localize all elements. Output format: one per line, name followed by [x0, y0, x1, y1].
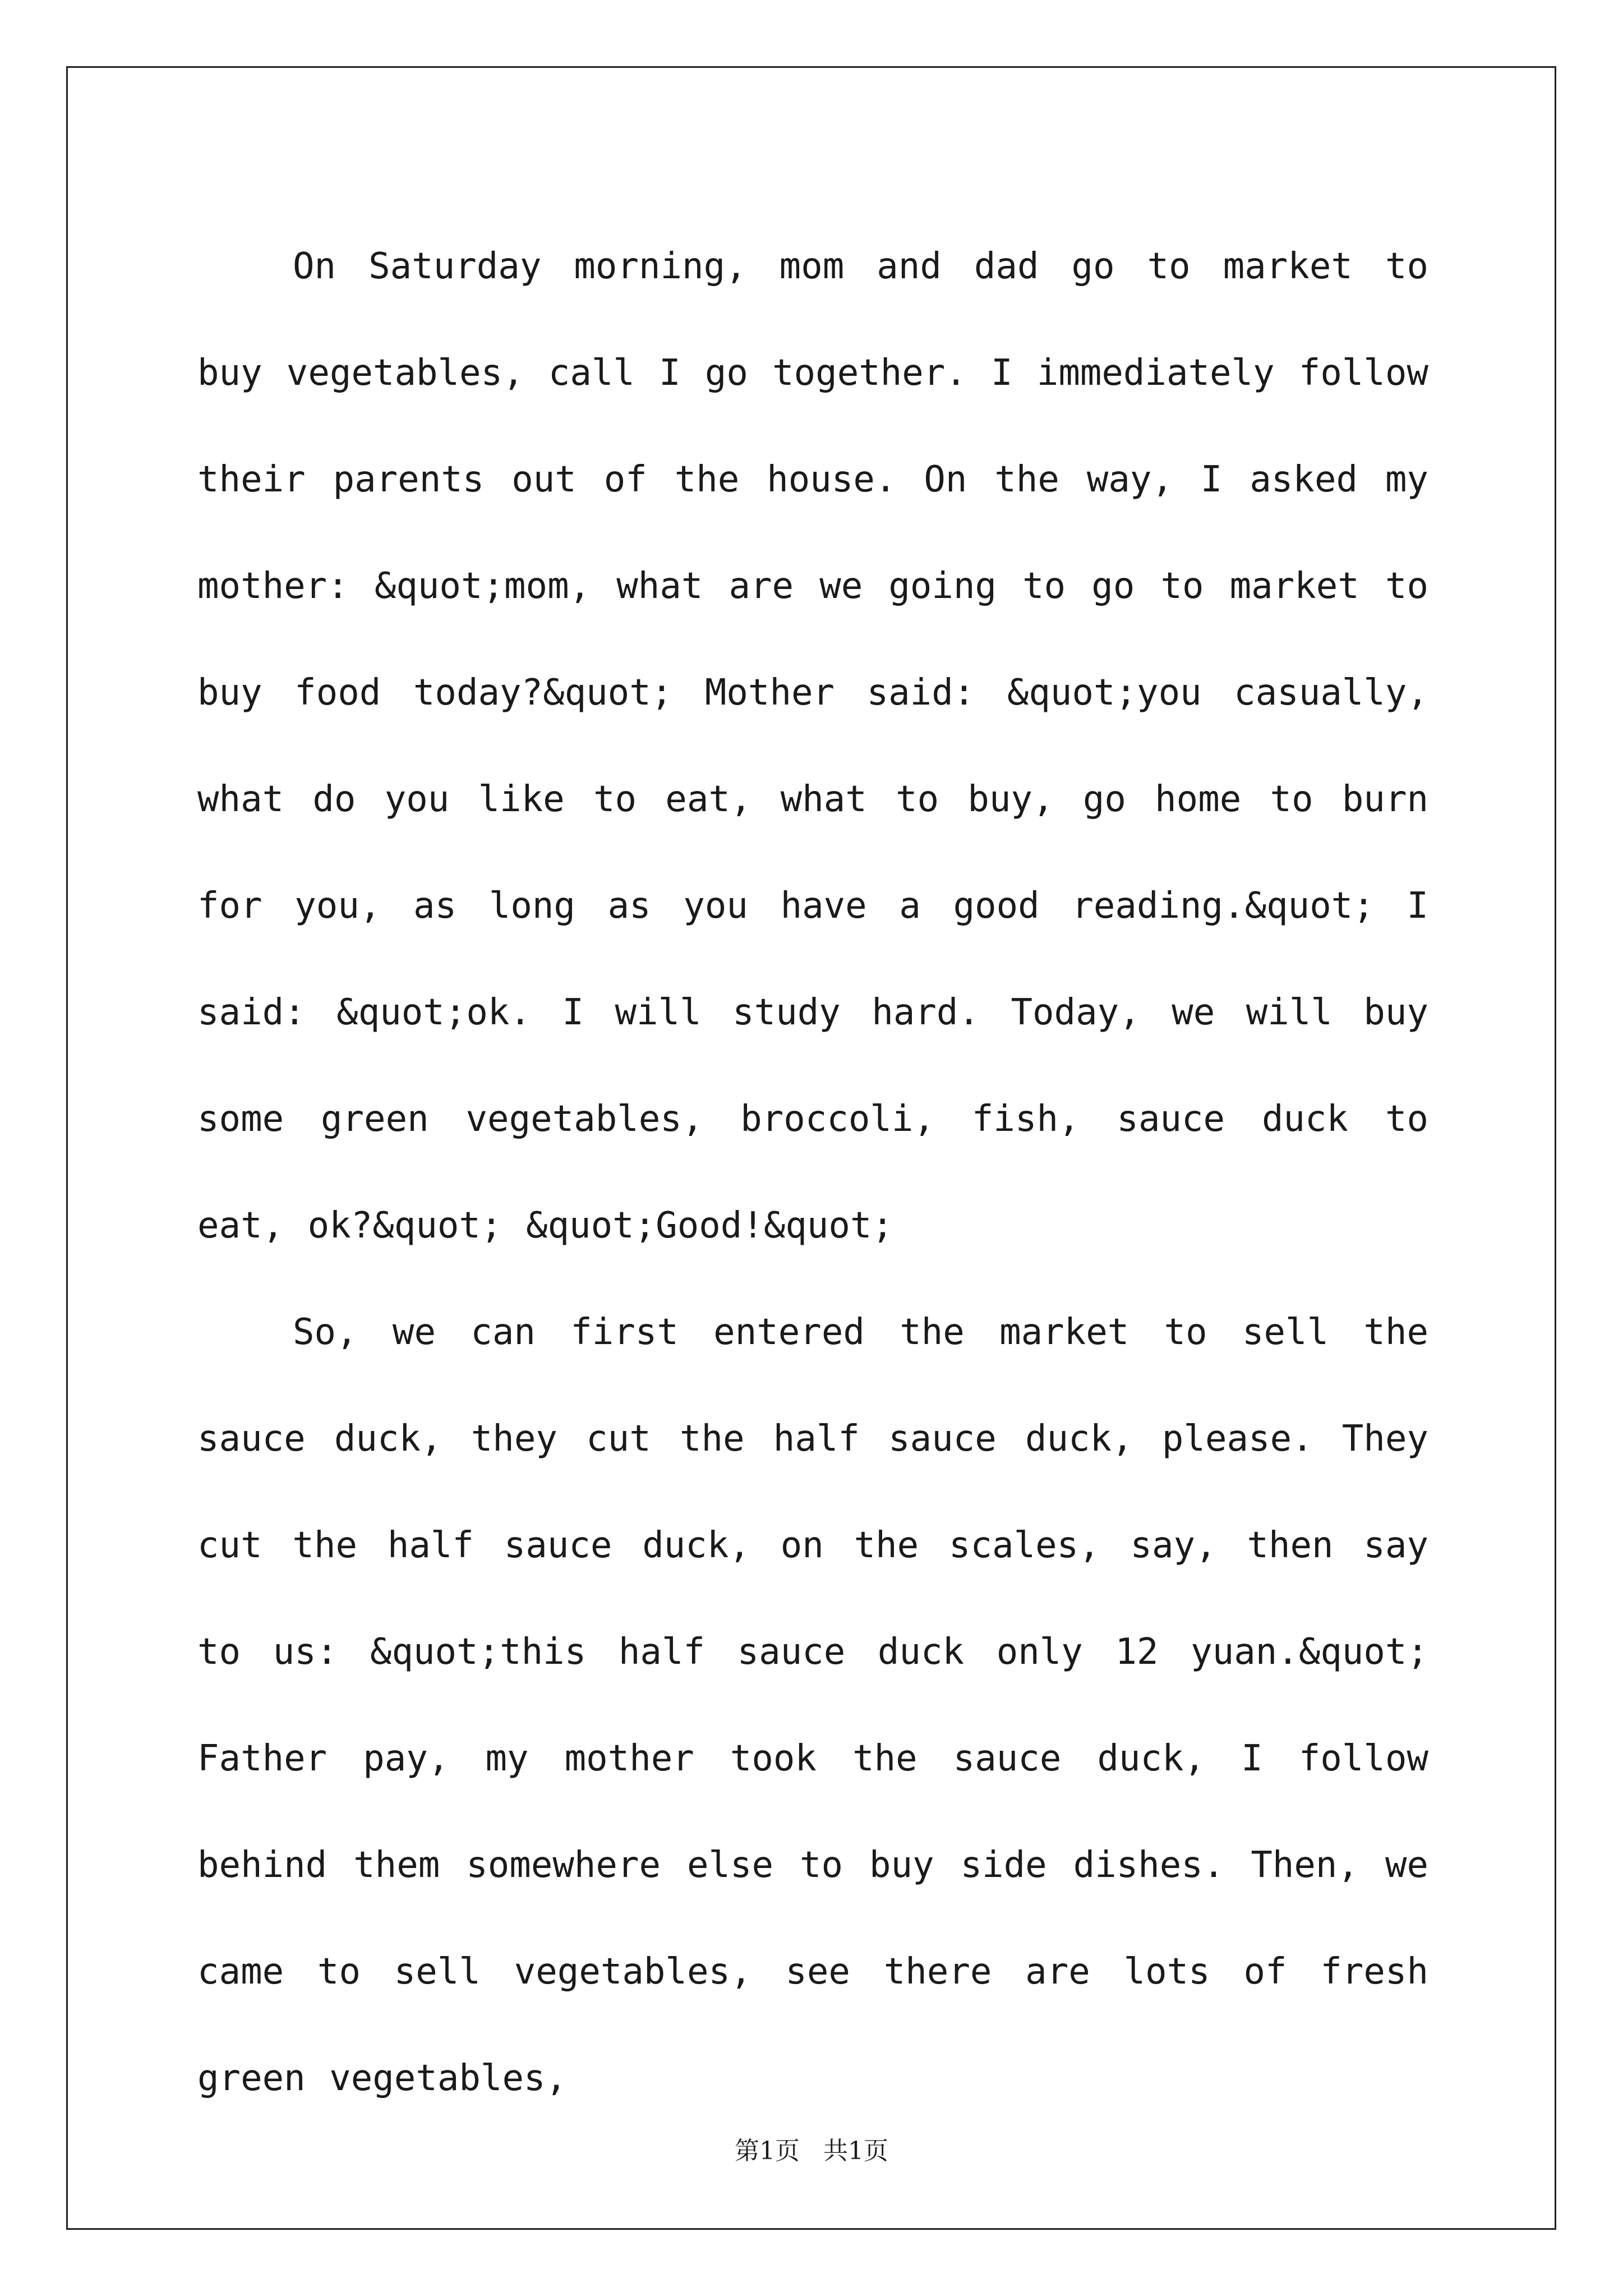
page-footer	[0, 2131, 1623, 2166]
paragraph: On Saturday morning, mom and dad go to market to buy vegetables, call I go together. I immediately follow their parents out of the house. On the way, I asked my mother: &quot;mom, what are we going to go to market to buy food today?&quot; Mother said: &quot;you casually, what do you like to eat, what to buy, go home to burn for you, as long as you have a good reading.&quot; I said: &quot;ok. I will study hard. Today, we will buy some green vegetables, broccoli, fish, sauce duck to eat, ok?&quot; &quot;Good!&quot;	[197, 246, 1428, 1246]
page-number: 第1页	[735, 2137, 800, 2165]
paragraph: So, we can first entered the market to sell the sauce duck, they cut the half sauce duck, please. They cut the half sauce duck, on the scales, say, then say to us: &quot;this half sauce duck only 12 yuan.&quot; Father pay, my mother took the sauce duck, I follow behind them somewhere else to buy side dishes. Then, we came to sell vegetables, see there are lots of fresh green vegetables,	[197, 1312, 1428, 2099]
document-body	[197, 213, 1428, 2132]
page-total: 共1页	[823, 2137, 888, 2165]
